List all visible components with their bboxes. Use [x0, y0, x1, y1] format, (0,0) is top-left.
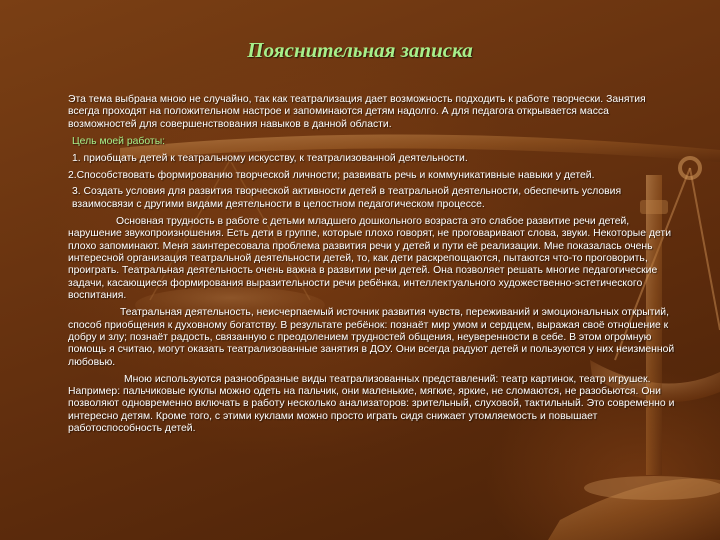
paragraph-intro: Эта тема выбрана мною не случайно, так как театрализация дает возможность подходить к работе творчески. Занятия всегда проходят на положительном настрое и запоминаются детям надолго. А для педагога открывается масса возможностей для совершенствования навыков в данной области.: [68, 94, 646, 130]
paragraph-puppets: Мною используются разнообразные виды театрализованных представлений: театр картинок, театр игрушек. Например: пальчиковые куклы можно одеть на пальчик, они маленькие, мягкие, яркие, не сломаются, не разобьются. Они позволяют одновременно включать в работу несколько анализаторов: зрительный, слуховой, тактильный. Это современно и интересно детям. Кроме того, с этими куклами можно просто играть сидя снижает утомляемость и повышает работоспособность детей.: [68, 373, 675, 435]
slide-title: Пояснительная записка: [247, 38, 473, 62]
paragraph-theatre: Театральная деятельность, неисчерпаемый источник развития чувств, переживаний и эмоциональных открытий, способ приобщения к духовному богатству. В результате ребёнок: познаёт мир умом и сердцем, выражая своё отношение к добру и злу; познаёт радость, связанную с преодолением трудностей общения, неуверенности в себе. В этом огромную помощь я считаю, могут оказать театрализованные занятия в ДОУ. Они всегда радуют детей и пользуются у них неизменной любовью.: [68, 307, 675, 368]
paragraph-difficulty: Основная трудность в работе с детьми младшего дошкольного возраста это слабое развитие речи детей, нарушение звукопроизношения. Есть дети в группе, которые плохо говорят, не проговаривают слова, звуки. Некоторые дети плохо запоминают. Меня заинтересовала проблема развития речи у детей и пути её реализации. Мне показалась очень интересной организация театральной деятельности детей, то, как дети раскрепощаются, пытаются что-то проговорить, проиграть. Театральная деятельность очень важна в развитии речи детей. Она позволяет решать многие педагогические задачи, касающиеся формирования выразительности речи ребёнка, интеллектуального художественно-эстетического воспитания.: [68, 215, 671, 302]
goal-item-1: 1. приобщать детей к театральному искусству, к театрализованной деятельности.: [72, 152, 468, 164]
slide-body: [68, 94, 680, 440]
goal-item-2: 2.Способствовать формированию творческой личности; развивать речь и коммуникативные навыки у детей.: [68, 169, 595, 181]
paragraph-goal-heading: Цель моей работы:: [72, 135, 166, 147]
goal-item-3: 3. Создать условия для развития творческой активности детей в театральной деятельности, обеспечить условия взаимосвязи с другими видами деятельности в целостном педагогическом процессе.: [72, 186, 622, 210]
